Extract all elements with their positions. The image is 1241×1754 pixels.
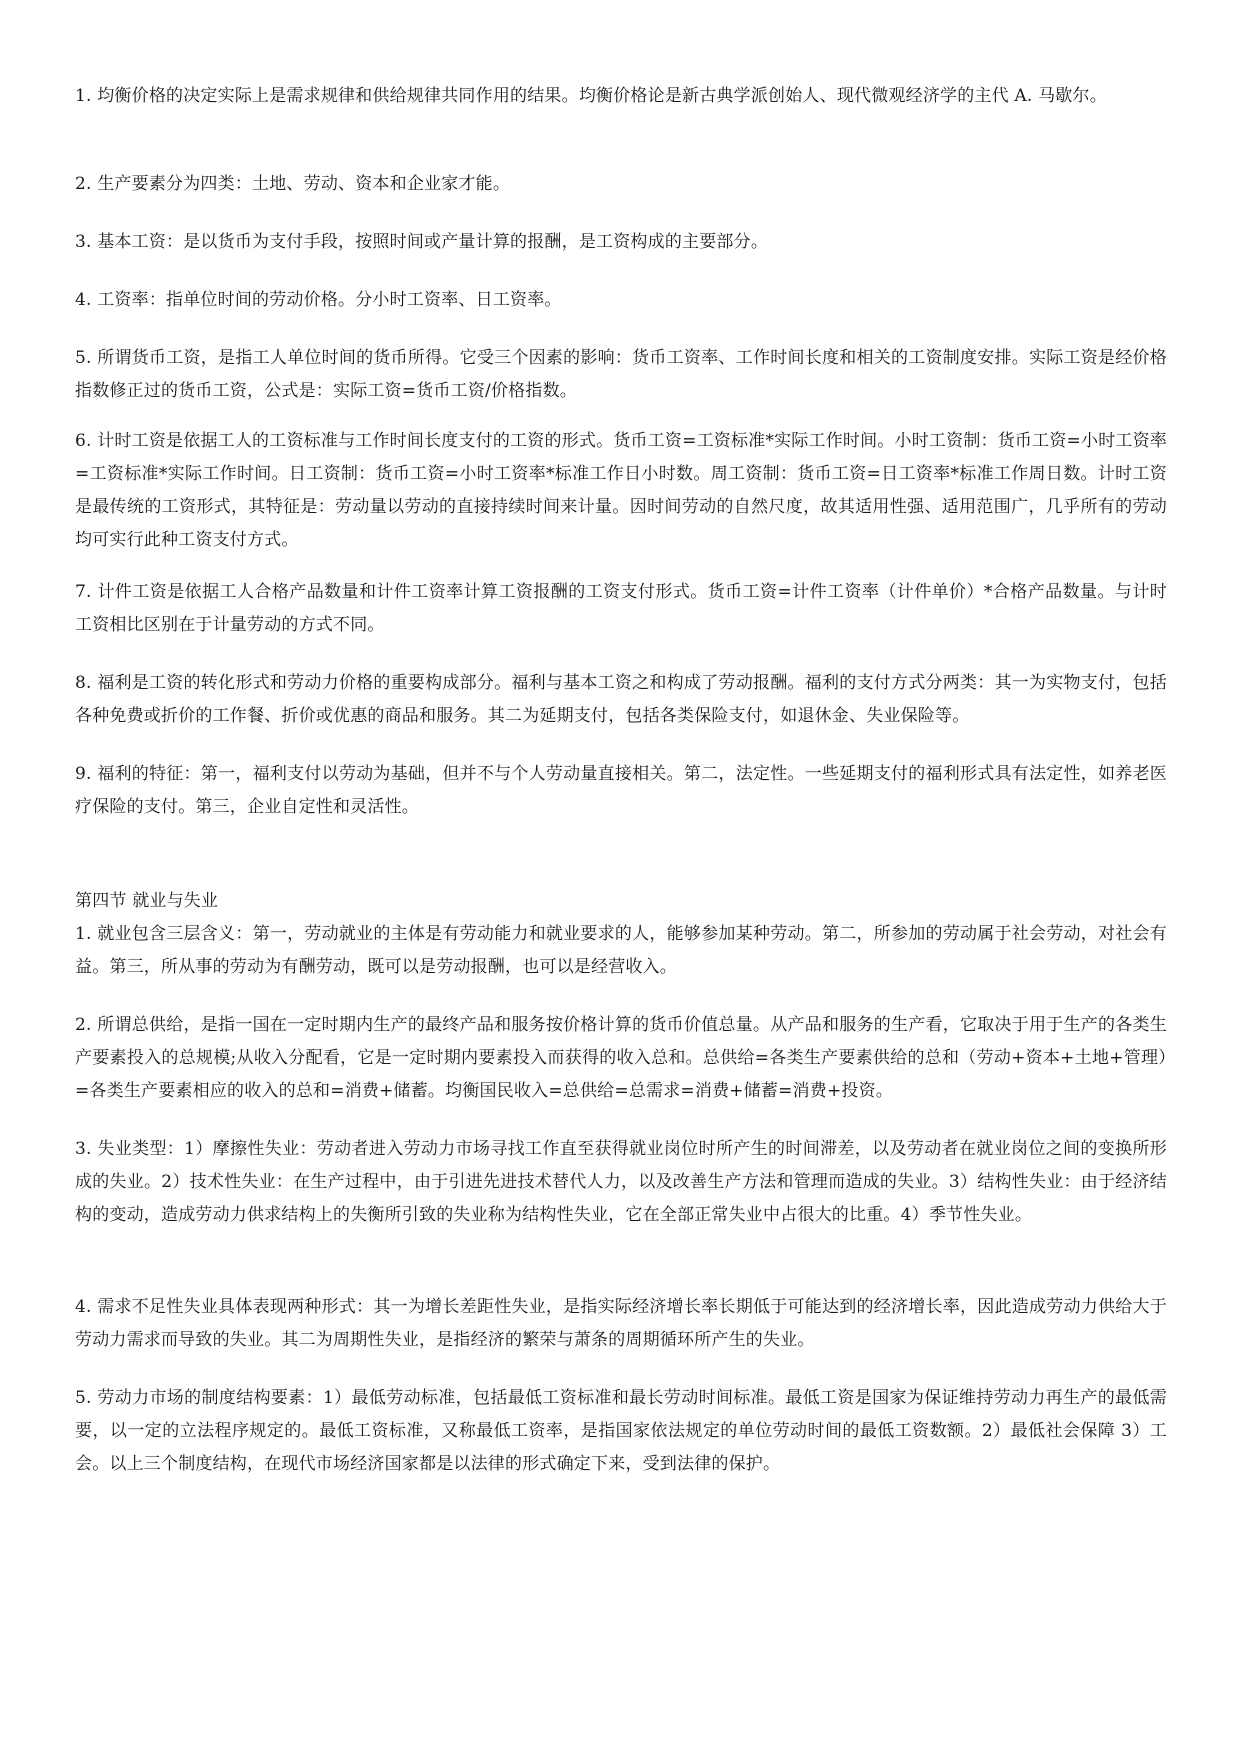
section-heading: 第四节 就业与失业 <box>75 891 219 911</box>
paragraph-1-8: 8. 福利是工资的转化形式和劳动力价格的重要构成部分。福利与基本工资之和构成了劳动报酬。福利的支付方式分两类：其一为实物支付，包括各种免费或折价的工作餐、折价或优惠的商品和服务。其二为延期支付，包括各类保险支付，如退休金、失业保险等。 <box>75 673 1167 726</box>
paragraph-1-3: 3. 基本工资：是以货币为支付手段，按照时间或产量计算的报酬，是工资构成的主要部分。 <box>75 232 769 252</box>
paragraph-1-7: 7. 计件工资是依据工人合格产品数量和计件工资率计算工资报酬的工资支付形式。货币工资=计件工资率（计件单价）*合格产品数量。与计时工资相比区别在于计量劳动的方式不同。 <box>75 582 1167 635</box>
paragraph-1-4: 4. 工资率：指单位时间的劳动价格。分小时工资率、日工资率。 <box>75 290 562 310</box>
paragraph-2-5: 5. 劳动力市场的制度结构要素：1）最低劳动标准，包括最低工资标准和最长劳动时间标准。最低工资是国家为保证维持劳动力再生产的最低需要，以一定的立法程序规定的。最低工资标准，又称最低工资率，是指国家依法规定的单位劳动时间的最低工资数额。2）最低社会保障 3）工会。以上三个制度结构，在现代市场经济国家都是以法律的形式确定下来，受到法律的保护。 <box>75 1388 1167 1474</box>
paragraph-1-5: 5. 所谓货币工资，是指工人单位时间的货币所得。它受三个因素的影响：货币工资率、工作时间长度和相关的工资制度安排。实际工资是经价格指数修正过的货币工资，公式是：实际工资=货币工资/价格指数。 <box>75 348 1167 401</box>
paragraph-2-2: 2. 所谓总供给，是指一国在一定时期内生产的最终产品和服务按价格计算的货币价值总量。从产品和服务的生产看，它取决于用于生产的各类生产要素投入的总规模;从收入分配看，它是一定时期内要素投入而获得的收入总和。总供给=各类生产要素供给的总和（劳动+资本+土地+管理）=各类生产要素相应的收入的总和=消费+储蓄。均衡国民收入=总供给=总需求=消费+储蓄=消费+投资。 <box>75 1015 1167 1101</box>
paragraph-1-1: 1. 均衡价格的决定实际上是需求规律和供给规律共同作用的结果。均衡价格论是新古典学派创始人、现代微观经济学的主代 A. 马歇尔。 <box>75 86 1107 106</box>
paragraph-2-1: 1. 就业包含三层含义：第一，劳动就业的主体是有劳动能力和就业要求的人，能够参加某种劳动。第二，所参加的劳动属于社会劳动，对社会有益。第三，所从事的劳动为有酬劳动，既可以是劳动报酬，也可以是经营收入。 <box>75 924 1167 977</box>
paragraph-2-3: 3. 失业类型：1）摩擦性失业：劳动者进入劳动力市场寻找工作直至获得就业岗位时所产生的时间滞差，以及劳动者在就业岗位之间的变换所形成的失业。2）技术性失业：在生产过程中，由于引进先进技术替代人力，以及改善生产方法和管理而造成的失业。3）结构性失业：由于经济结构的变动，造成劳动力供求结构上的失衡所引致的失业称为结构性失业，它在全部正常失业中占很大的比重。4）季节性失业。 <box>75 1139 1167 1225</box>
paragraph-1-9: 9. 福利的特征：第一，福利支付以劳动为基础，但并不与个人劳动量直接相关。第二，法定性。一些延期支付的福利形式具有法定性，如养老医疗保险的支付。第三，企业自定性和灵活性。 <box>75 764 1167 817</box>
paragraph-1-2: 2. 生产要素分为四类：土地、劳动、资本和企业家才能。 <box>75 174 511 194</box>
paragraph-2-4: 4. 需求不足性失业具体表现两种形式：其一为增长差距性失业，是指实际经济增长率长期低于可能达到的经济增长率，因此造成劳动力供给大于劳动力需求而导致的失业。其二为周期性失业，是指经济的繁荣与萧条的周期循环所产生的失业。 <box>75 1297 1167 1350</box>
paragraph-1-6: 6. 计时工资是依据工人的工资标准与工作时间长度支付的工资的形式。货币工资=工资标准*实际工作时间。小时工资制：货币工资=小时工资率=工资标准*实际工作时间。日工资制：货币工资=小时工资率*标准工作日小时数。周工资制：货币工资=日工资率*标准工作周日数。计时工资是最传统的工资形式，其特征是：劳动量以劳动的直接持续时间来计量。因时间劳动的自然尺度，故其适用性强、适用范围广，几乎所有的劳动均可实行此种工资支付方式。 <box>75 431 1167 550</box>
